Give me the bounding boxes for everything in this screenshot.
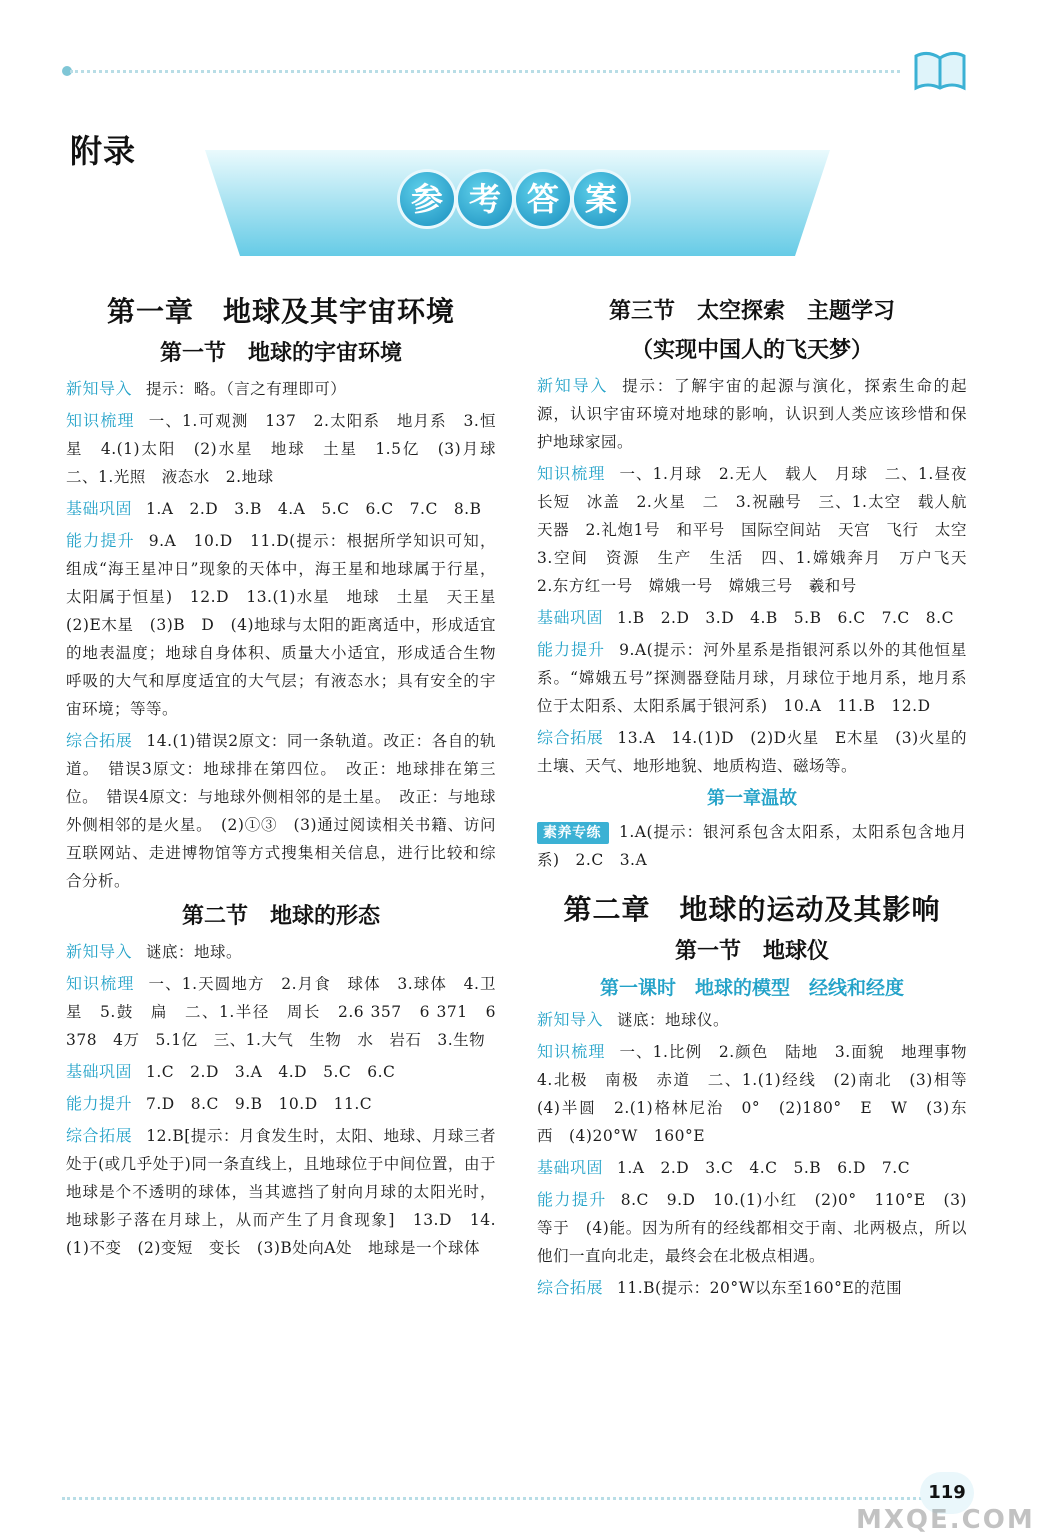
answer-entry (66, 727, 496, 895)
banner-char: 答 (516, 172, 570, 226)
entry-text: 提示：了解宇宙的起源与演化，探索生命的起源，认识宇宙环境对地球的影响，认识到人类应该珍惜和保护地球家园。 (537, 377, 967, 451)
section-title: 第二节 地球的形态 (181, 903, 380, 929)
banner-char: 考 (458, 172, 512, 226)
entry-tag: 知识梳理 (537, 464, 606, 483)
entry-tag: 基础巩固 (66, 1062, 133, 1081)
section-title: 第三节 太空探索 主题学习 (608, 298, 895, 324)
entry-tag: 能力提升 (537, 640, 606, 659)
answer-entry (537, 460, 984, 600)
answer-entry (537, 1006, 967, 1034)
chapter-title: 第二章 地球的运动及其影响 (563, 893, 941, 926)
answer-entry (66, 1090, 496, 1118)
answer-entry (537, 1154, 967, 1182)
entry-tag: 基础巩固 (537, 608, 604, 627)
footer-dotted-rule (62, 1497, 922, 1500)
entry-text: 1.A(提示：银河系包含太阳系，太阳系包含地月系) 2.C 3.A (537, 823, 967, 869)
entry-text: 14.(1)错误2原文：同一条轨道。改正：各自的轨道。 错误3原文：地球排在第四位。 改正：地球排在第三位。 错误4原文：与地球外侧相邻的是土星。 改正：与地球外侧相邻的是火星。 (2)①③ (3)通过阅读相关书籍、访问互联网站、走进博物馆等方式搜集相关信息，进行比较和综合分析。 (66, 732, 496, 890)
entry-tag: 知识梳理 (66, 974, 135, 993)
entry-text: 一、1.月球 2.无人 载人 月球 二、1.昼夜长短 冰盖 2.火星 二 3.祝融号 三、1.太空 载人航天器 2.礼炮1号 和平号 国际空间站 天宫 飞行 太空 3.空间 资源 生产 生活 四、1.嫦娥奔月 万户飞天 2.东方红一号 嫦娥一号 嫦娥三号 羲和号 (537, 465, 984, 595)
book-icon (912, 48, 968, 92)
entry-tag: 综合拓展 (66, 1126, 133, 1145)
answer-entry (537, 1186, 967, 1270)
answer-entry (537, 372, 967, 456)
entry-tag: 新知导入 (66, 379, 133, 398)
answer-entry (66, 527, 513, 723)
entry-text: 1.C 2.D 3.A 4.D 5.C 6.C (146, 1063, 396, 1081)
entry-tag: 综合拓展 (537, 728, 604, 747)
header-dotted-rule (70, 70, 900, 73)
entry-text: 11.B(提示：20°W以东至160°E的范围 (617, 1279, 903, 1297)
watermark: MXQE.COM (856, 1505, 1035, 1535)
answer-entry (537, 636, 967, 720)
entry-tag: 综合拓展 (66, 731, 133, 750)
entry-tag: 新知导入 (537, 1010, 604, 1029)
review-entry (537, 818, 967, 874)
entry-text: 一、1.比例 2.颜色 陆地 3.面貌 地理事物 4.北极 南极 赤道 二、1.(1)经线 (2)南北 (3)相等 (4)半圆 2.(1)格林尼治 0° (2)180° E W (3)东 西 (4)20°W 160°E (537, 1043, 984, 1145)
entry-text: 12.B[提示：月食发生时，太阳、地球、月球三者处于(或几乎处于)同一条直线上，且地球位于中间位置，由于地球是个不透明的球体，当其遮挡了射向月球的太阳光时，地球影子落在月球上，从而产生了月食现象] 13.D 14.(1)不变 (2)变短 变长 (3)B处向A处 地球是一个球体 (66, 1127, 496, 1257)
entry-tag: 基础巩固 (537, 1158, 604, 1177)
entry-text: 提示：略。（言之有理即可） (146, 380, 347, 398)
answer-entry (537, 1038, 984, 1150)
lesson-title: 第一课时 地球的模型 经线和经度 (599, 977, 904, 999)
page-number: 119 (920, 1472, 974, 1514)
entry-tag: 能力提升 (66, 531, 135, 550)
entry-text: 谜底：地球仪。 (617, 1011, 730, 1029)
right-column (537, 290, 984, 1306)
review-title: 第一章温故 (707, 788, 797, 809)
entry-text: 谜底：地球。 (146, 943, 243, 961)
entry-text: 9.A 10.D 11.D(提示：根据所学知识可知，组成“海王星冲日”现象的天体中，海王星和地球属于行星，太阳属于恒星) 12.D 13.(1)水星 地球 土星 天王星 (2)E木星 (3)B D (4)地球与太阳的距离适中，形成适宜的地表温度；地球自身体积、质量大小适宜，形成适合生物呼吸的大气和厚度适宜的大气层；有液态水；具有安全的宇宙环境；等等。 (66, 532, 513, 718)
chapter-title: 第一章 地球及其宇宙环境 (106, 295, 455, 328)
entry-text: 1.B 2.D 3.D 4.B 5.B 6.C 7.C 8.C (617, 609, 954, 627)
entry-tag: 能力提升 (66, 1094, 133, 1113)
answer-banner-title (400, 172, 640, 232)
entry-text: 8.C 9.D 10.(1)小红 (2)0° 110°E (3)等于 (4)能。因为所有的经线都相交于南、北两极点，所以他们一直向北走，最终会在北极点相遇。 (537, 1191, 967, 1265)
entry-tag: 综合拓展 (537, 1278, 604, 1297)
banner-char: 案 (574, 172, 628, 226)
entry-text: 7.D 8.C 9.B 10.D 11.C (146, 1095, 373, 1113)
answer-entry (66, 1058, 496, 1086)
entry-text: 9.A(提示：河外星系是指银河系以外的其他恒星系。“嫦娥五号”探测器登陆月球，月球位于地月系，地月系位于太阳系、太阳系属于银河系) 10.A 11.B 12.D (537, 641, 967, 715)
answer-entry (66, 1122, 496, 1262)
answer-entry (66, 938, 496, 966)
answer-entry (66, 970, 496, 1054)
answer-entry (66, 407, 513, 491)
banner-char: 参 (400, 172, 454, 226)
entry-tag: 基础巩固 (66, 499, 133, 518)
entry-tag: 新知导入 (537, 376, 609, 395)
entry-tag: 能力提升 (537, 1190, 607, 1209)
section-title: 第一节 地球的宇宙环境 (159, 340, 402, 366)
answer-entry (537, 1274, 967, 1302)
practice-badge: 素养专练 (537, 822, 609, 844)
left-column (66, 290, 513, 1266)
entry-text: 一、1.可观测 137 2.太阳系 地月系 3.恒星 4.(1)太阳 (2)水星 地球 土星 1.5亿 (3)月球 二、1.光照 液态水 2.地球 (66, 412, 513, 486)
section-subtitle: （实现中国人的飞天梦） (630, 337, 873, 363)
entry-text: 13.A 14.(1)D (2)D火星 E木星 (3)火星的土壤、天气、地形地貌、地质构造、磁场等。 (537, 729, 967, 775)
entry-text: 1.A 2.D 3.B 4.A 5.C 6.C 7.C 8.B (146, 500, 482, 518)
answer-entry (66, 375, 496, 403)
entry-tag: 新知导入 (66, 942, 133, 961)
answer-entry (537, 604, 967, 632)
entry-text: 1.A 2.D 3.C 4.C 5.B 6.D 7.C (617, 1159, 911, 1177)
answer-entry (66, 495, 496, 523)
answer-entry (537, 724, 967, 780)
appendix-heading: 附录 (70, 132, 137, 170)
entry-text: 一、1.天圆地方 2.月食 球体 3.球体 4.卫星 5.鼓 扁 二、1.半径 周长 2.6 357 6 371 6 378 4万 5.1亿 三、1.大气 生物 水 岩石 3.生物 (66, 975, 496, 1049)
entry-tag: 知识梳理 (537, 1042, 606, 1061)
entry-tag: 知识梳理 (66, 411, 135, 430)
section-title: 第一节 地球仪 (674, 938, 829, 964)
